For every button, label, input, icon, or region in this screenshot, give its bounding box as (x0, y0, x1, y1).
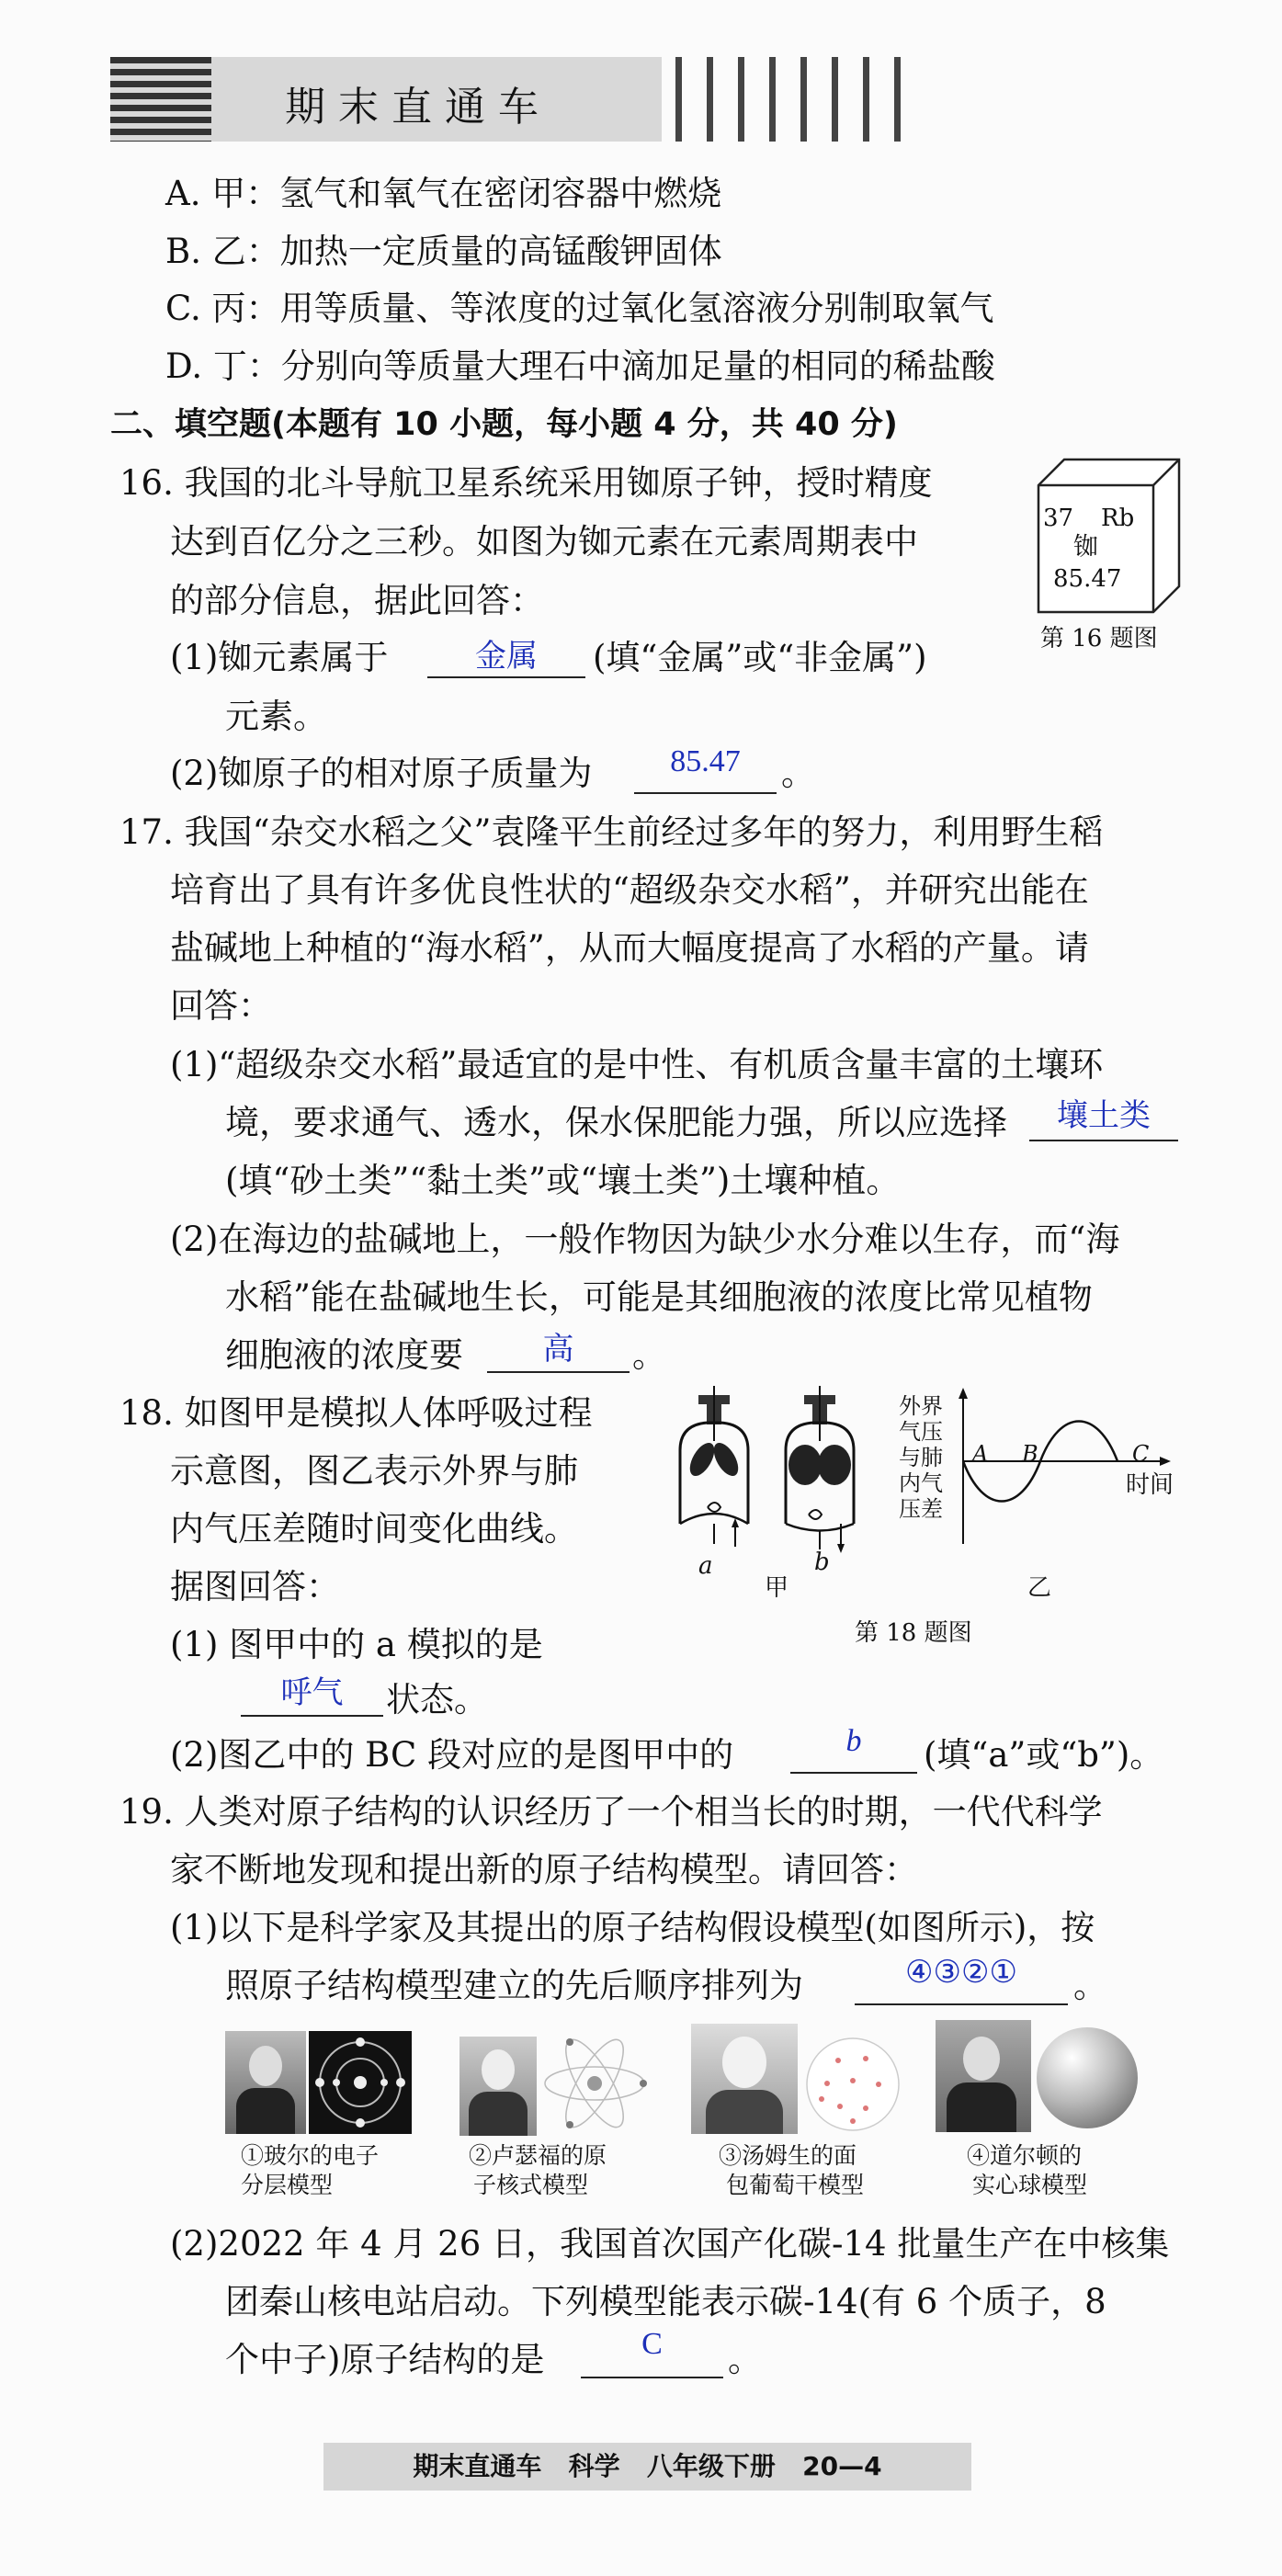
q18-part1-line1: (1) 图甲中的 a 模拟的是 (170, 1625, 543, 1664)
pressure-xlabel: 时间 (1126, 1471, 1174, 1499)
q18-stem-3: 内气压差随时间变化曲线。 (170, 1509, 578, 1549)
header-stripes-left (110, 57, 211, 142)
q17-answer1: 壤土类 (1057, 1099, 1151, 1133)
q17-part1-line2: 境，要求通气、透水，保水保肥能力强，所以应选择 (225, 1103, 1007, 1142)
jar-b-label: b (814, 1549, 830, 1576)
q16-blank2[interactable] (634, 792, 777, 794)
q17-part2-line2: 水稻”能在盐碱地生长，可能是其细胞液的浓度比常见植物 (225, 1277, 1093, 1317)
q18-part2: (2)图乙中的 BC 段对应的是图甲中的 (170, 1735, 734, 1775)
q19-part2-line1: (2)2022 年 4 月 26 日，我国首次国产化碳-14 批量生产在中核集 (170, 2224, 1170, 2264)
curve-point-a: A (972, 1441, 989, 1467)
q18-stem-2: 示意图，图乙表示外界与肺 (170, 1451, 578, 1491)
curve-point-b: B (1022, 1441, 1038, 1467)
q19-part2-suffix: 。 (728, 2340, 762, 2379)
rutherford-body (469, 2092, 528, 2136)
bohr-head (249, 2046, 282, 2086)
element-symbol: Rb (1101, 505, 1135, 532)
q17-blank1[interactable] (1029, 1140, 1178, 1141)
q18-stem-1: 18. 如图甲是模拟人体呼吸过程 (119, 1393, 593, 1433)
option-c: C. 丙：用等质量、等浓度的过氧化氢溶液分别制取氧气 (165, 289, 994, 328)
q16-part1-suffix: (填“金属”或“非金属”) (593, 638, 927, 677)
option-d: D. 丁：分别向等质量大理石中滴加足量的相同的稀盐酸 (165, 346, 995, 386)
q19-answer1: ④③②① (905, 1956, 1017, 1990)
q17-part1-line1: (1)“超级杂交水稻”最适宜的是中性、有机质含量丰富的土壤环 (170, 1045, 1104, 1084)
q18-answer2: b (845, 1724, 862, 1758)
pressure-ylabel-2: 气压 (899, 1419, 943, 1445)
model-caption-4b: 实心球模型 (972, 2172, 1088, 2198)
q18-answer1: 呼气 (280, 1676, 344, 1710)
bohr-body (236, 2088, 295, 2134)
thomson-model-icon (801, 2033, 904, 2136)
model-caption-1b: 分层模型 (241, 2172, 334, 2198)
q19-part1-suffix: 。 (1073, 1966, 1107, 2005)
element-name: 铷 (1073, 533, 1098, 562)
q16-blank1[interactable] (427, 676, 585, 678)
q19-stem-1: 19. 人类对原子结构的认识经历了一个相当长的时期，一代代科学 (119, 1792, 1103, 1832)
pressure-ylabel-4: 内气 (899, 1470, 943, 1496)
q16-part1 (170, 636, 388, 680)
thomson-body (706, 2090, 783, 2134)
q17-answer2: 高 (542, 1333, 574, 1367)
footer-text: 期末直通车 科学 八年级下册 20—4 (413, 2451, 882, 2481)
breathing-model-figure (662, 1386, 901, 1570)
q19-part2-line3: 个中子)原子结构的是 (225, 2340, 545, 2379)
model-caption-2a: ②卢瑟福的原 (469, 2142, 607, 2169)
q19-blank1[interactable] (855, 2003, 1068, 2005)
model-caption-3a: ③汤姆生的面 (719, 2142, 857, 2169)
q17-stem-3: 盐碱地上种植的“海水稻”，从而大幅度提高了水稻的产量。请 (170, 928, 1089, 968)
dalton-body (947, 2082, 1016, 2132)
bohr-model-icon (309, 2031, 412, 2134)
pressure-ylabel-1: 外界 (899, 1393, 943, 1419)
element-mass: 85.47 (1053, 565, 1122, 593)
model-caption-3b: 包葡萄干模型 (726, 2172, 865, 2198)
section-heading: 二、填空题(本题有 10 小题，每小题 4 分，共 40 分) (110, 406, 898, 443)
q16-stem-1: 16. 我国的北斗导航卫星系统采用铷原子钟，授时精度 (119, 463, 933, 503)
figure-jia-label: 甲 (765, 1574, 789, 1602)
q16-part2: (2)铷原子的相对原子质量为 (170, 754, 593, 793)
option-a: A. 甲：氢气和氧气在密闭容器中燃烧 (165, 174, 722, 213)
q16-part2-suffix: 。 (781, 754, 815, 793)
q18-part2-suffix: (填“a”或“b”)。 (924, 1735, 1164, 1775)
q16-stem-3: 的部分信息，据此回答： (170, 581, 544, 620)
rutherford-model-icon (540, 2029, 649, 2138)
q17-part2-line3: 细胞液的浓度要 (225, 1335, 463, 1375)
model-caption-1a: ①玻尔的电子 (241, 2142, 380, 2169)
q19-part2-line2: 团秦山核电站启动。下列模型能表示碳-14(有 6 个质子，8 (225, 2282, 1106, 2321)
option-b: B. 乙：加热一定质量的高锰酸钾固体 (165, 232, 722, 271)
jar-a-label: a (698, 1552, 713, 1580)
q19-stem-2: 家不断地发现和提出新的原子结构模型。请回答： (170, 1850, 918, 1889)
model-caption-4a: ④道尔顿的 (967, 2142, 1083, 2169)
q18-blank2[interactable] (790, 1772, 917, 1774)
q16-answer2: 85.47 (670, 744, 741, 778)
q17-stem-4: 回答： (170, 986, 272, 1026)
dalton-head (963, 2037, 1000, 2081)
q18-caption: 第 18 题图 (855, 1619, 972, 1647)
q18-stem-4: 据图回答： (170, 1567, 340, 1606)
q19-part1-line2: 照原子结构模型建立的先后顺序排列为 (225, 1966, 803, 2005)
figure-yi-label: 乙 (1027, 1574, 1052, 1602)
element-number: 37 (1043, 505, 1074, 532)
header-banner (110, 57, 662, 142)
header-stripes-right (675, 57, 924, 142)
q17-blank2[interactable] (487, 1371, 630, 1373)
q19-answer2: C (641, 2327, 663, 2361)
dalton-model-icon (1037, 2027, 1138, 2128)
pressure-ylabel-5: 压差 (899, 1496, 943, 1522)
q18-blank1[interactable] (241, 1715, 383, 1717)
q19-part1-line1: (1)以下是科学家及其提出的原子结构假设模型(如图所示)，按 (170, 1908, 1095, 1947)
thomson-head (722, 2037, 766, 2088)
q18-part1-line2: 状态。 (386, 1680, 488, 1719)
curve-point-c: C (1132, 1441, 1150, 1467)
q17-part1-line3: (填“砂土类”“黏土类”或“壤土类”)土壤种植。 (225, 1161, 901, 1200)
q16-stem-2: 达到百亿分之三秒。如图为铷元素在元素周期表中 (170, 522, 918, 562)
pressure-ylabel-3: 与肺 (899, 1445, 943, 1470)
q17-part2-suffix: 。 (632, 1335, 666, 1375)
q17-part2-line1: (2)在海边的盐碱地上，一般作物因为缺少水分难以生存，而“海 (170, 1220, 1120, 1259)
q16-part1-prefix: (1)铷元素属于 (170, 638, 389, 677)
rutherford-head (482, 2049, 515, 2090)
rutherford-portrait (459, 2037, 537, 2136)
q19-blank2[interactable] (581, 2377, 723, 2378)
bohr-portrait (225, 2031, 306, 2134)
model-caption-2b: 子核式模型 (473, 2172, 589, 2198)
q16-part1-suffix2: 元素。 (225, 697, 327, 736)
q16-caption: 第 16 题图 (1040, 625, 1158, 653)
q16-answer1: 金属 (475, 640, 538, 674)
thomson-portrait (691, 2024, 798, 2134)
q17-stem-2: 培育出了具有许多优良性状的“超级杂交水稻”，并研究出能在 (170, 870, 1089, 910)
header-title: 期末直通车 (285, 84, 551, 131)
dalton-portrait (936, 2020, 1031, 2132)
q17-stem-1: 17. 我国“杂交水稻之父”袁隆平生前经过多年的努力，利用野生稻 (119, 812, 1104, 852)
